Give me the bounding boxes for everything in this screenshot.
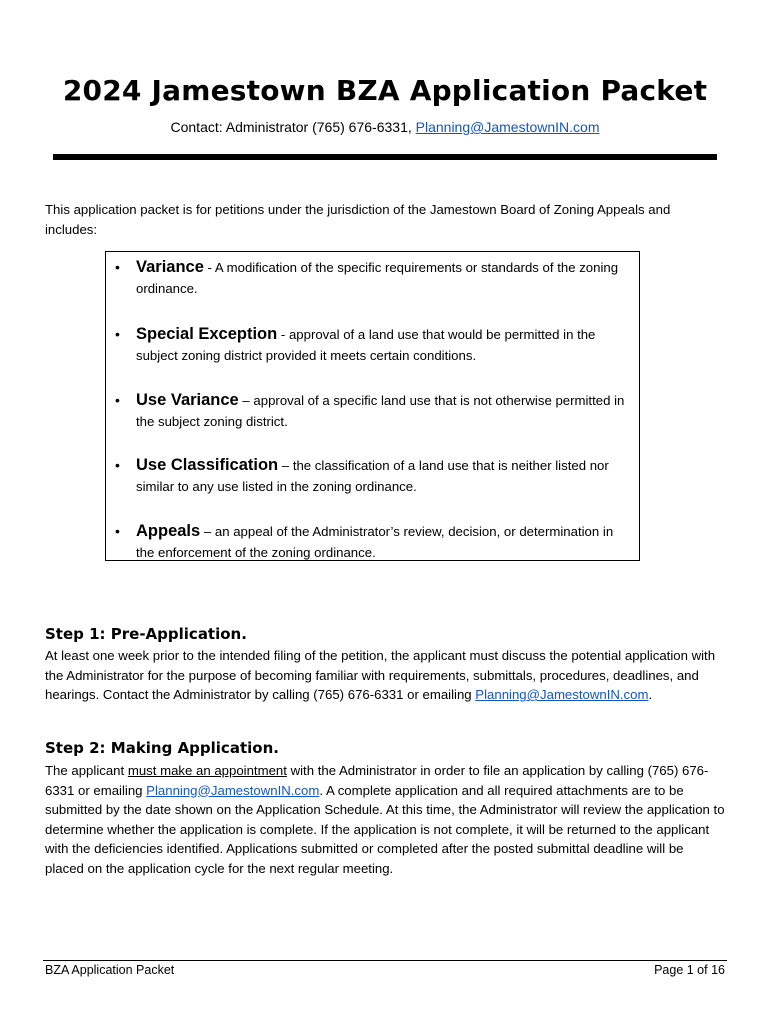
petition-description: A modification of the specific requirements or standards of the zoning ordinance. xyxy=(136,260,619,296)
contact-email-link[interactable]: Planning@JamestownIN.com xyxy=(415,119,600,135)
contact-text: Contact: Administrator (765) 676-6331, xyxy=(170,119,416,135)
petition-separator: - xyxy=(203,260,215,275)
footer-title: BZA Application Packet xyxy=(45,963,175,977)
step2-text-a: The applicant xyxy=(45,763,128,778)
petition-types-box xyxy=(105,251,640,561)
petition-term: Use Classification xyxy=(136,456,279,474)
step2-paragraph xyxy=(45,761,725,878)
page-number: Page 1 of 16 xyxy=(654,963,725,977)
petition-description: an appeal of the Administrator’s review, decision, or determination in the enforcement of the zoning ordinance. xyxy=(136,524,614,560)
list-item xyxy=(136,390,631,432)
petition-term: Appeals xyxy=(136,522,201,540)
petition-term: Use Variance xyxy=(136,391,239,409)
petition-description: approval of a specific land use that is not otherwise permitted in the subject zoning district. xyxy=(136,393,625,429)
list-item xyxy=(136,257,631,299)
step2-underlined-text: must make an appointment xyxy=(127,763,287,778)
header-divider xyxy=(53,154,717,160)
list-item xyxy=(136,324,631,366)
petition-separator: - xyxy=(277,327,289,342)
step2-text-c: . A complete application and all required attachments are to be submitted by the date shown on the Application Schedule. At this time, the Administrator will review the application to determine whether the application is complete. If the application is not complete, it will be returned to the applicant with the deficiencies identified. Applications submitted or completed after the posted submittal deadline will be placed on the application cycle for the next regular meeting. xyxy=(45,782,725,876)
list-item xyxy=(136,455,631,497)
petition-separator: – xyxy=(200,524,215,539)
petition-description: the classification of a land use that is neither listed nor similar to any use listed in the zoning ordinance. xyxy=(136,458,609,494)
footer-divider xyxy=(43,960,727,961)
step2-email-link[interactable]: Planning@JamestownIN.com xyxy=(146,782,320,798)
step1-text: At least one week prior to the intended filing of the petition, the applicant must discuss the potential application with the Administrator for the purpose of becoming familiar with requirements, submittals, procedures, deadlines, and hearings. Contact the Administrator by calling (765) 676-6331 or emailing xyxy=(45,648,716,702)
petition-separator: – xyxy=(278,458,293,473)
petition-description: approval of a land use that would be permitted in the subject zoning district provided it meets certain conditions. xyxy=(136,327,596,363)
step1-end: . xyxy=(648,687,653,702)
petition-separator: – xyxy=(238,393,254,408)
step1-email-link[interactable]: Planning@JamestownIN.com xyxy=(475,687,649,702)
list-item xyxy=(136,521,631,563)
step1-paragraph xyxy=(45,646,725,705)
step1-heading: Step 1: Pre-Application. xyxy=(45,625,247,643)
petition-term: Special Exception xyxy=(136,325,278,343)
page-title: 2024 Jamestown BZA Application Packet xyxy=(62,74,708,107)
step2-text-b: with the Administrator in order to file an application by calling (765) 676-6331 or emailing xyxy=(45,763,709,798)
petition-term: Variance xyxy=(136,258,204,276)
step2-heading: Step 2: Making Application. xyxy=(45,739,279,757)
contact-line xyxy=(0,119,770,135)
intro-paragraph: This application packet is for petitions under the jurisdiction of the Jamestown Board of Zoning Appeals and includes: xyxy=(45,202,671,237)
